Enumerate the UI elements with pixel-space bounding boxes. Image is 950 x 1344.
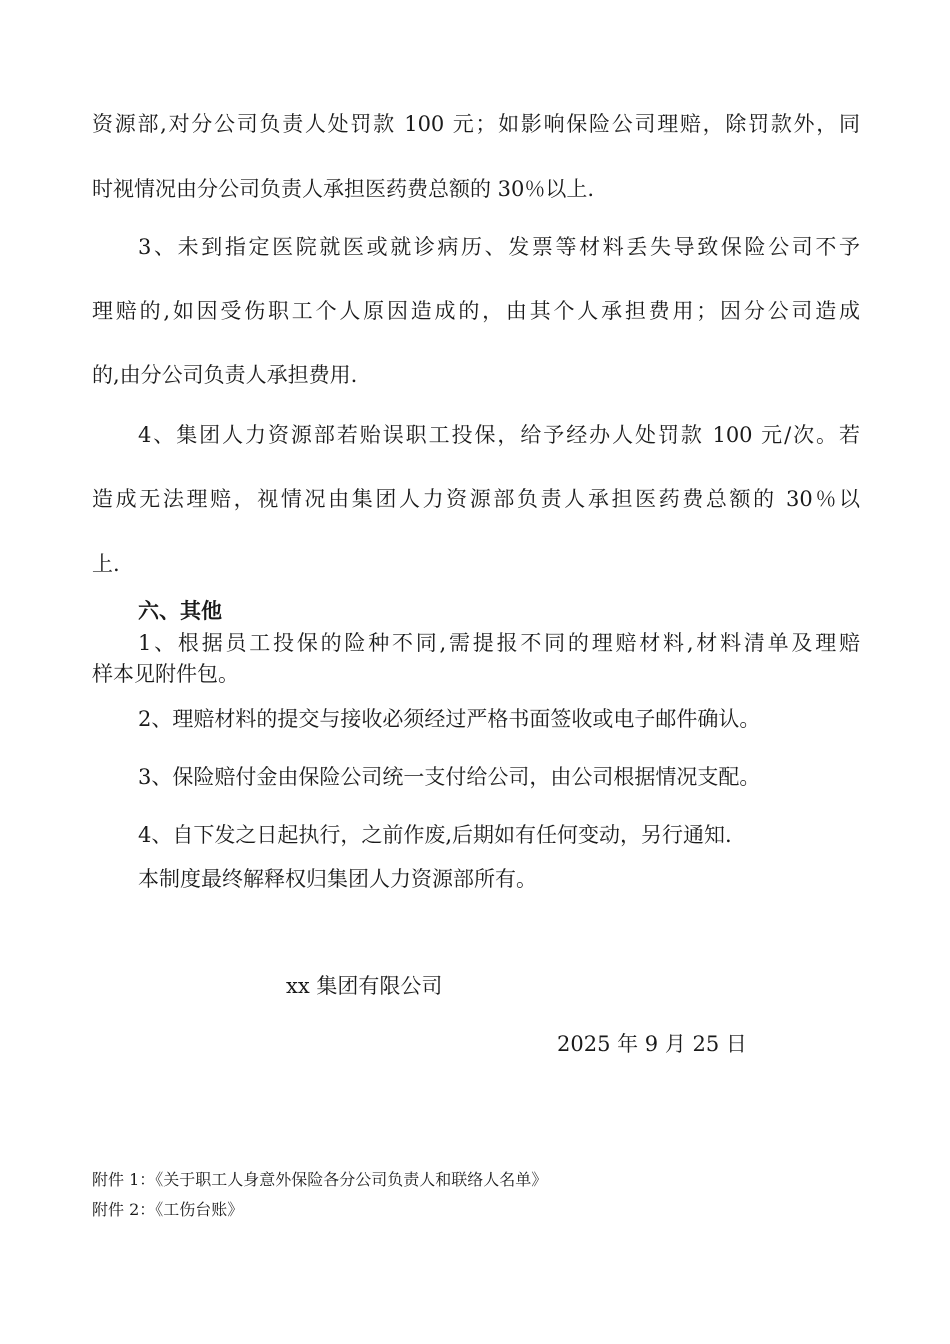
section-heading: 六、其他 [138,599,222,623]
paragraph-line: 理赔的,如因受伤职工个人原因造成的，由其个人承担费用；因分公司造成 [92,299,860,323]
signature-date: 2025 年 9 月 25 日 [557,1032,747,1056]
company-signature: xx 集团有限公司 [286,974,443,998]
paragraph-line: 资源部,对分公司负责人处罚款 100 元；如影响保险公司理赔，除罚款外，同 [92,112,860,136]
attachment-item: 附件 1：《关于职工人身意外保险各分公司负责人和联络人名单》 [92,1170,548,1189]
paragraph-line: 时视情况由分公司负责人承担医药费总额的 30％以上. [92,177,595,201]
paragraph-line: 的,由分公司负责人承担费用. [92,363,358,387]
final-statement: 本制度最终解释权归集团人力资源部所有。 [138,867,537,891]
list-item: 3、保险赔付金由保险公司统一支付给公司，由公司根据情况支配。 [138,765,761,789]
list-item: 2、理赔材料的提交与接收必须经过严格书面签收或电子邮件确认。 [138,707,761,731]
list-item-continuation: 样本见附件包。 [92,662,239,686]
attachment-item: 附件 2：《工伤台账》 [92,1200,244,1219]
list-item: 4、自下发之日起执行，之前作废,后期如有任何变动，另行通知. [138,823,732,847]
paragraph-line: 造成无法理赔，视情况由集团人力资源部负责人承担医药费总额的 30％以 [92,487,860,511]
paragraph-line: 4、集团人力资源部若贻误职工投保，给予经办人处罚款 100 元/次。若 [138,423,860,447]
paragraph-line: 3、未到指定医院就医或就诊病历、发票等材料丢失导致保险公司不予 [138,235,860,259]
paragraph-line: 上. [92,552,120,576]
list-item: 1、根据员工投保的险种不同,需提报不同的理赔材料,材料清单及理赔 [138,631,860,655]
